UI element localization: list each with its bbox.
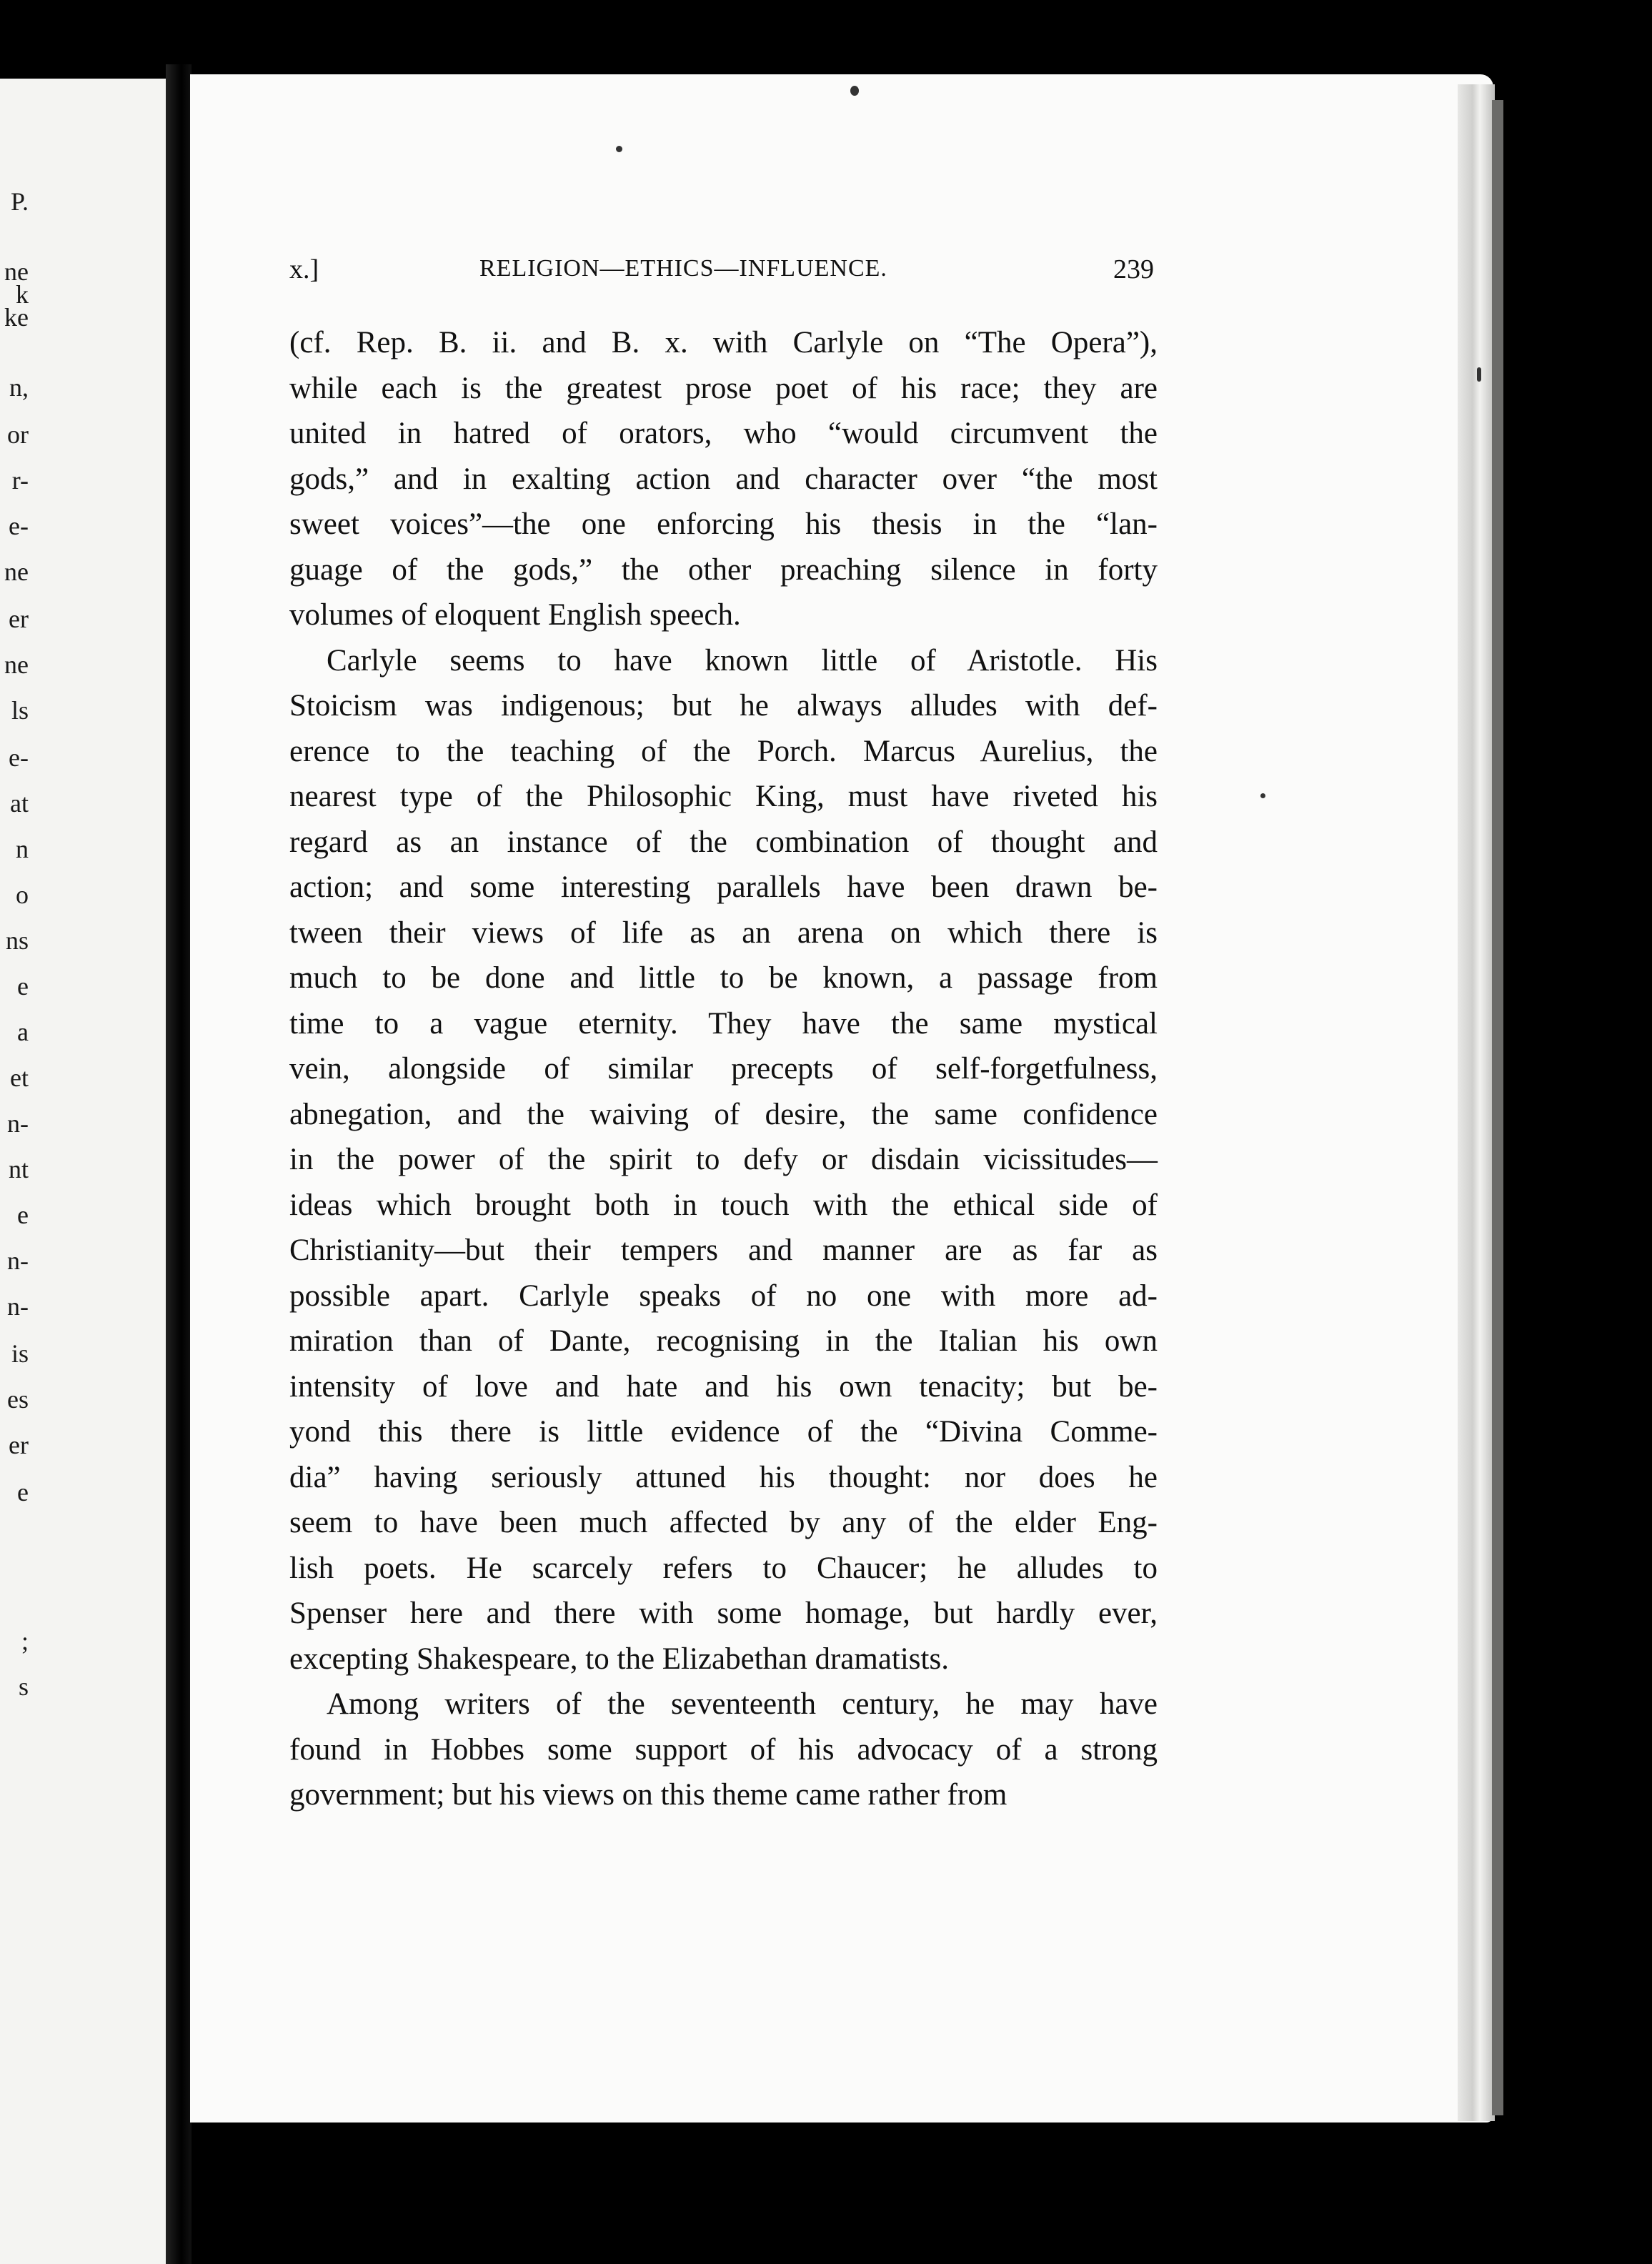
page-number: 239 xyxy=(1113,254,1154,284)
facing-page-fragment: e xyxy=(17,1201,29,1229)
facing-page-fragment: ns xyxy=(5,926,29,955)
text-line: abnegation, and the waiving of desire, the same confidence xyxy=(289,1097,1158,1131)
facing-page-fragment: er xyxy=(9,1431,29,1459)
text-line: sweet voices”—the one enforcing his thesis in the “lan- xyxy=(289,507,1158,541)
facing-page-fragment: e xyxy=(17,1478,29,1506)
facing-page-fragment: e- xyxy=(9,743,29,772)
facing-page-fragment: ; xyxy=(21,1627,29,1655)
facing-page-fragment: es xyxy=(7,1385,29,1414)
facing-page-fragment: et xyxy=(10,1063,29,1092)
text-line: excepting Shakespeare, to the Elizabethan dramatists. xyxy=(289,1642,949,1676)
text-line: Christianity—but their tempers and manner are as far as xyxy=(289,1233,1158,1267)
text-line: tween their views of life as an arena on which there is xyxy=(289,915,1158,950)
facing-page-fragment: P. xyxy=(10,187,29,216)
text-line: regard as an instance of the combination of thought and xyxy=(289,825,1158,859)
text-line: yond this there is little evidence of the “Divina Comme- xyxy=(289,1415,1158,1449)
text-line: Carlyle seems to have known little of Aristotle. His xyxy=(327,643,1158,677)
facing-page xyxy=(0,79,166,2264)
facing-page-fragment: n- xyxy=(7,1292,29,1321)
page-edge-stack xyxy=(1458,84,1495,2121)
running-head xyxy=(289,254,1154,297)
facing-page-fragment: ne xyxy=(4,257,29,286)
text-line: while each is the greatest prose poet of his race; they are xyxy=(289,371,1158,405)
ink-speck xyxy=(616,146,622,152)
facing-page-fragment: n, xyxy=(9,373,29,402)
text-line: miration than of Dante, recognising in the Italian his own xyxy=(289,1324,1158,1358)
facing-page-fragment: s xyxy=(18,1672,29,1701)
text-line: much to be done and little to be known, a passage from xyxy=(289,961,1158,995)
ink-speck xyxy=(1260,793,1265,798)
facing-page-fragment: er xyxy=(9,605,29,633)
text-line: possible apart. Carlyle speaks of no one with more ad- xyxy=(289,1279,1158,1313)
text-line: (cf. Rep. B. ii. and B. x. with Carlyle on “The Opera”), xyxy=(289,326,1158,359)
facing-page-fragment: a xyxy=(17,1018,29,1046)
text-line: intensity of love and hate and his own tenacity; but be- xyxy=(289,1369,1158,1404)
facing-page-fragment: n xyxy=(16,835,29,863)
facing-page-fragment: at xyxy=(10,789,29,818)
text-line: lish poets. He scarcely refers to Chaucer; he alludes to xyxy=(289,1551,1158,1585)
facing-page-fragment: nt xyxy=(8,1155,29,1183)
text-line: guage of the gods,” the other preaching silence in forty xyxy=(289,552,1158,587)
text-line: erence to the teaching of the Porch. Marcus Aurelius, the xyxy=(289,734,1158,768)
facing-page-fragment: ne xyxy=(4,650,29,679)
book-gutter xyxy=(166,64,191,2264)
text-line: government; but his views on this theme came rather from xyxy=(289,1778,1007,1812)
facing-page-fragment: e- xyxy=(9,512,29,540)
text-line: dia” having seriously attuned his thought: nor does he xyxy=(289,1460,1158,1494)
ink-speck xyxy=(850,86,859,96)
facing-page-fragment: ke xyxy=(4,303,29,332)
facing-page-fragment: n- xyxy=(7,1246,29,1275)
text-line: found in Hobbes some support of his advocacy of a strong xyxy=(289,1732,1158,1767)
body-text xyxy=(289,320,1158,1818)
facing-page-fragment: or xyxy=(7,420,29,449)
facing-page-fragment: ne xyxy=(4,557,29,586)
running-title: RELIGION—ETHICS—INFLUENCE. xyxy=(479,255,887,282)
text-line: Spenser here and there with some homage, but hardly ever, xyxy=(289,1597,1158,1630)
text-line: gods,” and in exalting action and character over “the most xyxy=(289,462,1158,496)
text-line: time to a vague eternity. They have the same mystical xyxy=(289,1006,1158,1041)
ink-speck xyxy=(1477,367,1481,382)
facing-page-fragment: n- xyxy=(7,1109,29,1138)
facing-page-fragment: e xyxy=(17,972,29,1001)
text-line: vein, alongside of similar precepts of self-forgetfulness, xyxy=(289,1052,1158,1086)
facing-page-fragment: is xyxy=(11,1339,29,1368)
text-line: nearest type of the Philosophic King, must have riveted his xyxy=(289,780,1158,813)
text-line: seem to have been much affected by any of the elder Eng- xyxy=(289,1506,1158,1539)
text-line: Among writers of the seventeenth century, he may have xyxy=(327,1687,1158,1721)
chapter-number: x.] xyxy=(289,254,319,284)
text-line: Stoicism was indigenous; but he always alludes with def- xyxy=(289,689,1158,723)
text-line: volumes of eloquent English speech. xyxy=(289,598,741,632)
facing-page-fragment: k xyxy=(16,280,29,309)
text-line: action; and some interesting parallels have been drawn be- xyxy=(289,870,1158,904)
facing-page-fragment: ls xyxy=(11,696,29,725)
facing-page-fragment: r- xyxy=(11,466,29,495)
text-line: in the power of the spirit to defy or disdain vicissitudes— xyxy=(289,1143,1158,1176)
text-line: united in hatred of orators, who “would circumvent the xyxy=(289,417,1158,450)
page-edge-shadow xyxy=(1492,100,1503,2115)
text-line: ideas which brought both in touch with the ethical side of xyxy=(289,1188,1158,1222)
facing-page-fragment: o xyxy=(16,880,29,909)
